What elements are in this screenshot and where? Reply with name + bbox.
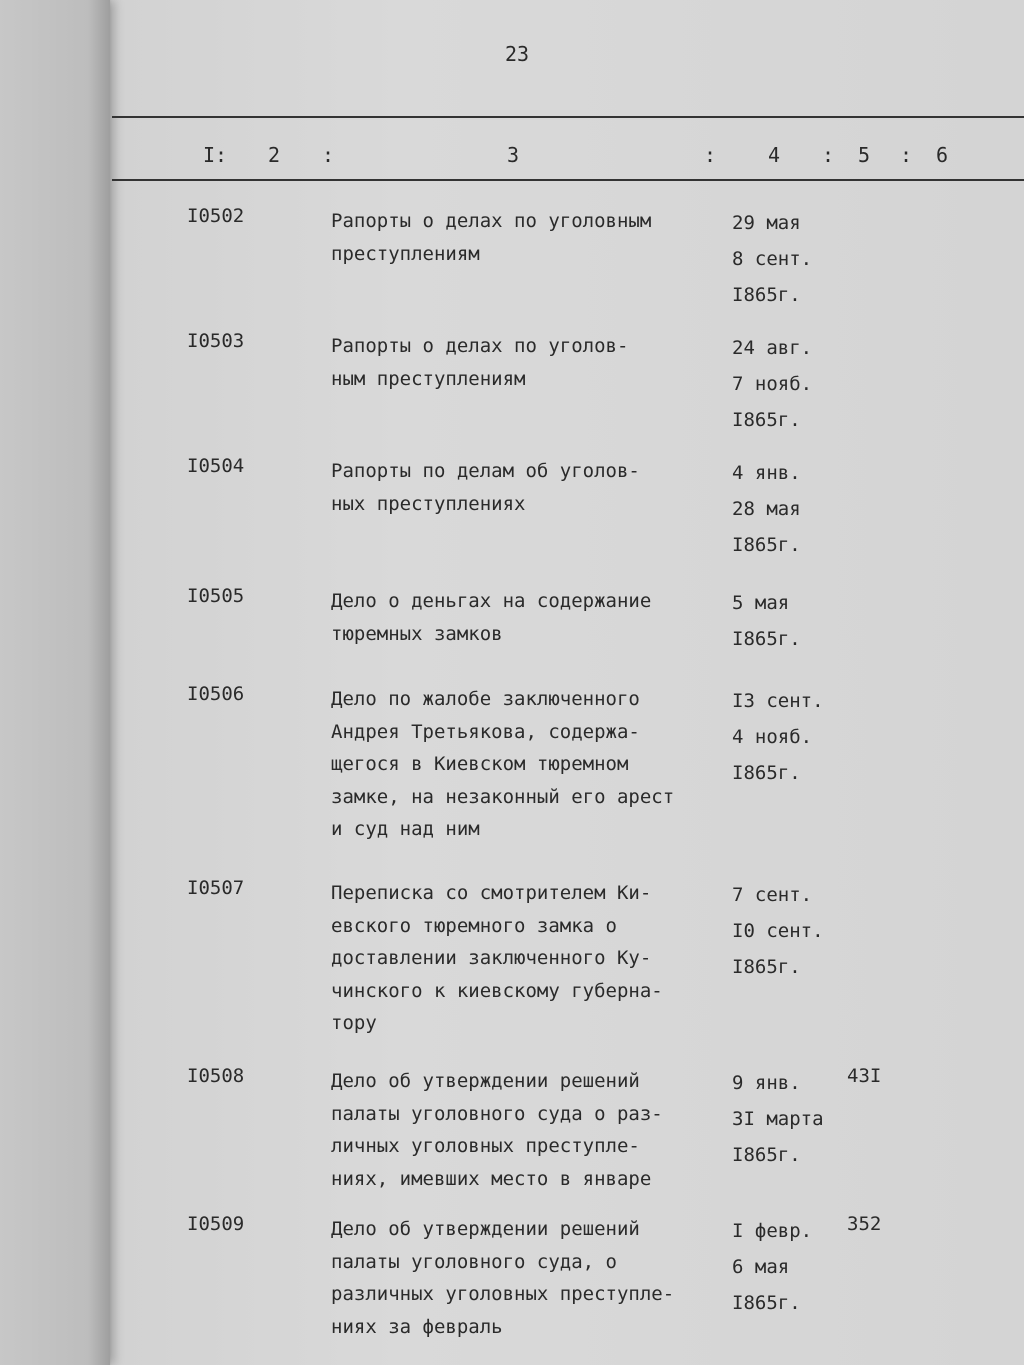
- description-line: ных преступлениях: [331, 492, 526, 515]
- date-line: 6 мая: [732, 1256, 790, 1278]
- record-id: I0504: [187, 455, 245, 477]
- date-line: I865г.: [732, 409, 801, 431]
- record-id: I0505: [187, 585, 245, 607]
- column-separator: :: [900, 143, 913, 167]
- record-dates: [732, 585, 801, 657]
- description-line: замке, на незаконный его арест: [331, 785, 675, 808]
- record-dates: [732, 455, 801, 563]
- column-header-2: 2: [268, 143, 281, 167]
- date-line: 4 янв.: [732, 462, 801, 484]
- description-line: Рапорты о делах по уголов-: [331, 335, 629, 357]
- description-line: тюремных замков: [331, 622, 503, 645]
- date-line: 5 мая: [732, 592, 790, 614]
- record-dates: [732, 1213, 812, 1321]
- date-line: 8 сент.: [732, 248, 813, 270]
- description-line: палаты уголовного суда о раз-: [331, 1102, 663, 1125]
- description-line: ниях, имевших место в январе: [331, 1167, 652, 1190]
- description-line: Дело об утверждении решений: [331, 1070, 640, 1092]
- date-line: 7 нояб.: [732, 373, 813, 395]
- description-line: Рапорты по делам об уголов-: [331, 460, 640, 482]
- date-line: 3I марта: [732, 1108, 824, 1130]
- date-line: 9 янв.: [732, 1072, 801, 1094]
- record-dates: [732, 205, 812, 313]
- column-separator: :: [822, 143, 835, 167]
- description-line: личных уголовных преступле-: [331, 1135, 640, 1157]
- date-line: 4 нояб.: [732, 726, 813, 748]
- date-line: 24 авг.: [732, 337, 813, 359]
- date-line: I865г.: [732, 628, 801, 650]
- record-dates: [732, 330, 812, 438]
- record-dates: [732, 877, 824, 985]
- record-description: [331, 1213, 674, 1343]
- sheet-count: 352: [847, 1213, 882, 1235]
- column-header-5: 5: [858, 143, 871, 167]
- description-line: тору: [331, 1012, 377, 1034]
- date-line: I3 сент.: [732, 690, 824, 712]
- header-bottom-rule: [112, 179, 1024, 181]
- description-line: евского тюремного замка о: [331, 914, 617, 937]
- description-line: чинского к киевскому губерна-: [331, 979, 663, 1002]
- description-line: и суд над ним: [331, 818, 480, 840]
- record-description: [331, 585, 651, 650]
- record-description: [331, 330, 628, 395]
- description-line: Переписка со смотрителем Ки-: [331, 882, 652, 904]
- date-line: I865г.: [732, 956, 801, 978]
- column-header-3: 3: [507, 143, 520, 167]
- date-line: I865г.: [732, 1292, 801, 1314]
- date-line: 7 сент.: [732, 884, 813, 906]
- description-line: Дело по жалобе заключенного: [331, 688, 640, 710]
- record-dates: [732, 1065, 824, 1173]
- record-description: [331, 683, 674, 846]
- date-line: I865г.: [732, 1144, 801, 1166]
- record-id: I0508: [187, 1065, 245, 1087]
- column-separator: :: [322, 143, 335, 167]
- description-line: Дело о деньгах на содержание: [331, 590, 652, 612]
- description-line: преступлениям: [331, 242, 480, 265]
- description-line: различных уголовных преступле-: [331, 1283, 675, 1305]
- facing-page-edge: [0, 0, 110, 1365]
- description-line: ниях за февраль: [331, 1315, 503, 1338]
- date-line: I0 сент.: [732, 920, 824, 942]
- record-description: [331, 877, 663, 1040]
- record-id: I0507: [187, 877, 245, 899]
- column-header-1: I:: [203, 143, 228, 167]
- record-description: [331, 1065, 663, 1195]
- description-line: палаты уголовного суда, о: [331, 1250, 617, 1273]
- date-line: I865г.: [732, 284, 801, 306]
- date-line: I февр.: [732, 1220, 813, 1242]
- date-line: 29 мая: [732, 212, 801, 234]
- date-line: I865г.: [732, 762, 801, 784]
- column-header-4: 4: [768, 143, 781, 167]
- column-separator: :: [704, 143, 717, 167]
- page-number: 23: [505, 42, 530, 66]
- date-line: 28 мая: [732, 498, 801, 520]
- description-line: ным преступлениям: [331, 367, 526, 390]
- description-line: Андрея Третьякова, содержа-: [331, 720, 640, 743]
- record-dates: [732, 683, 824, 791]
- record-id: I0509: [187, 1213, 245, 1235]
- date-line: I865г.: [732, 534, 801, 556]
- description-line: Рапорты о делах по уголовным: [331, 210, 652, 232]
- record-id: I0502: [187, 205, 245, 227]
- record-description: [331, 455, 640, 520]
- description-line: доставлении заключенного Ку-: [331, 947, 652, 969]
- description-line: Дело об утверждении решений: [331, 1218, 640, 1240]
- description-line: щегося в Киевском тюремном: [331, 753, 629, 775]
- sheet-count: 43I: [847, 1065, 882, 1087]
- column-header-6: 6: [936, 143, 949, 167]
- record-id: I0503: [187, 330, 245, 352]
- record-id: I0506: [187, 683, 245, 705]
- record-description: [331, 205, 651, 270]
- header-top-rule: [112, 116, 1024, 118]
